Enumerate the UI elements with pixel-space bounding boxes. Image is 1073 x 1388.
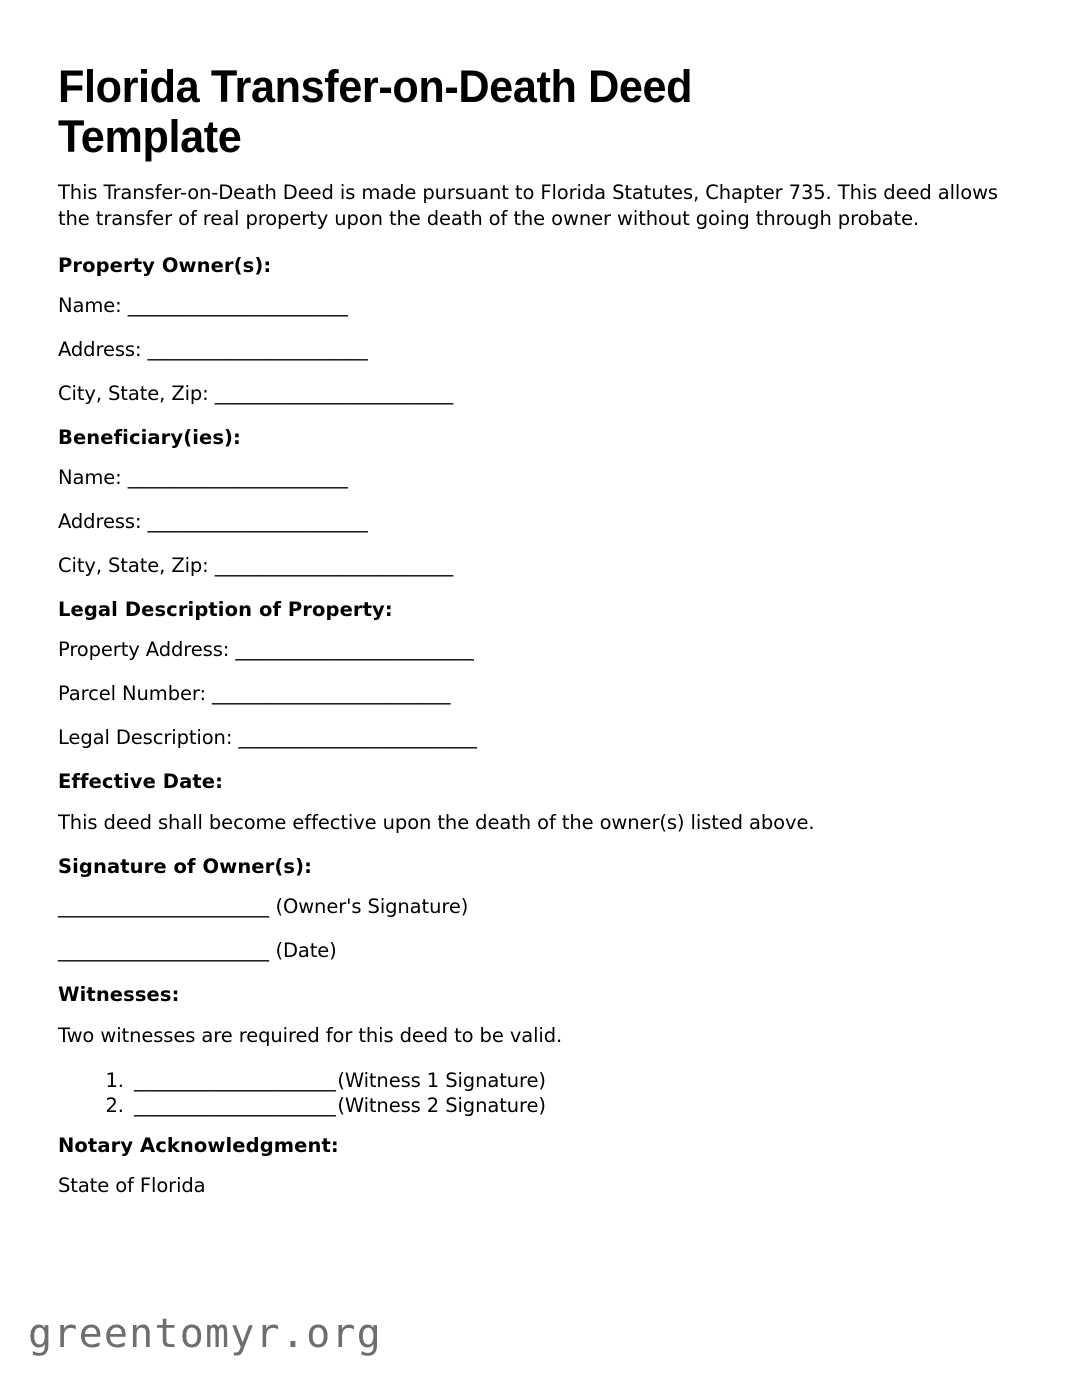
witness-list	[58, 1068, 1010, 1118]
field-label: City, State, Zip:	[58, 382, 209, 405]
fill-in-blank[interactable]: _______________________	[58, 939, 269, 962]
section-heading-beneficiary: Beneficiary(ies):	[58, 426, 241, 449]
fill-in-blank[interactable]: ________________________	[127, 294, 348, 317]
list-item	[130, 1093, 1010, 1118]
fill-in-blank[interactable]: ________________________	[127, 466, 348, 489]
field-label: Parcel Number:	[58, 682, 206, 705]
page-title: Florida Transfer-on-Death Deed Template	[58, 61, 693, 162]
section-heading-effective-date: Effective Date:	[58, 770, 223, 793]
intro-paragraph: This Transfer-on-Death Deed is made pursuant to Florida Statutes, Chapter 735. This deed allows the transfer of real property upon the death of the owner without going through probate.	[58, 181, 998, 230]
owner-date-line	[58, 939, 1010, 963]
witnesses-text: Two witnesses are required for this deed to be valid.	[58, 1024, 563, 1047]
field-label: Property Address:	[58, 638, 230, 661]
section-heading-signature-owner: Signature of Owner(s):	[58, 855, 312, 878]
section-heading-witnesses: Witnesses:	[58, 983, 180, 1006]
field-label: Address:	[58, 510, 142, 533]
fill-in-blank[interactable]: __________________________	[238, 726, 477, 749]
fill-in-blank[interactable]: __________________________	[235, 638, 474, 661]
fill-in-blank[interactable]: _______________________	[58, 895, 269, 918]
witness-caption: (Witness 1 Signature)	[337, 1069, 546, 1092]
field-legal-description	[58, 726, 1010, 750]
effective-date-text: This deed shall become effective upon the death of the owner(s) listed above.	[58, 811, 815, 834]
witness-caption: (Witness 2 Signature)	[337, 1094, 546, 1117]
fill-in-blank[interactable]: ______________________	[134, 1069, 336, 1092]
field-label: Name:	[58, 466, 122, 489]
fill-in-blank[interactable]: ________________________	[147, 510, 368, 533]
signature-caption: (Owner's Signature)	[275, 895, 469, 918]
field-label: Address:	[58, 338, 142, 361]
list-item	[130, 1068, 1010, 1093]
field-property-address	[58, 638, 1010, 662]
field-beneficiary-name	[58, 466, 1010, 490]
fill-in-blank[interactable]: ________________________	[147, 338, 368, 361]
fill-in-blank[interactable]: __________________________	[214, 382, 453, 405]
field-label: City, State, Zip:	[58, 554, 209, 577]
field-owner-name	[58, 294, 1010, 318]
signature-caption: (Date)	[275, 939, 337, 962]
fill-in-blank[interactable]: __________________________	[214, 554, 453, 577]
field-beneficiary-city-state-zip	[58, 554, 1010, 578]
document-content	[58, 62, 1010, 1198]
field-owner-city-state-zip	[58, 382, 1010, 406]
field-parcel-number	[58, 682, 1010, 706]
section-heading-notary: Notary Acknowledgment:	[58, 1134, 339, 1157]
field-label: Legal Description:	[58, 726, 233, 749]
fill-in-blank[interactable]: __________________________	[212, 682, 450, 705]
fill-in-blank[interactable]: ______________________	[134, 1094, 336, 1117]
owner-signature-line	[58, 895, 1010, 919]
section-heading-property-owner: Property Owner(s):	[58, 254, 272, 277]
notary-state-line: State of Florida	[58, 1174, 206, 1197]
section-heading-legal-description: Legal Description of Property:	[58, 598, 393, 621]
site-watermark: greentomyr.org	[28, 1311, 382, 1357]
field-owner-address	[58, 338, 1010, 362]
field-beneficiary-address	[58, 510, 1010, 534]
field-label: Name:	[58, 294, 122, 317]
